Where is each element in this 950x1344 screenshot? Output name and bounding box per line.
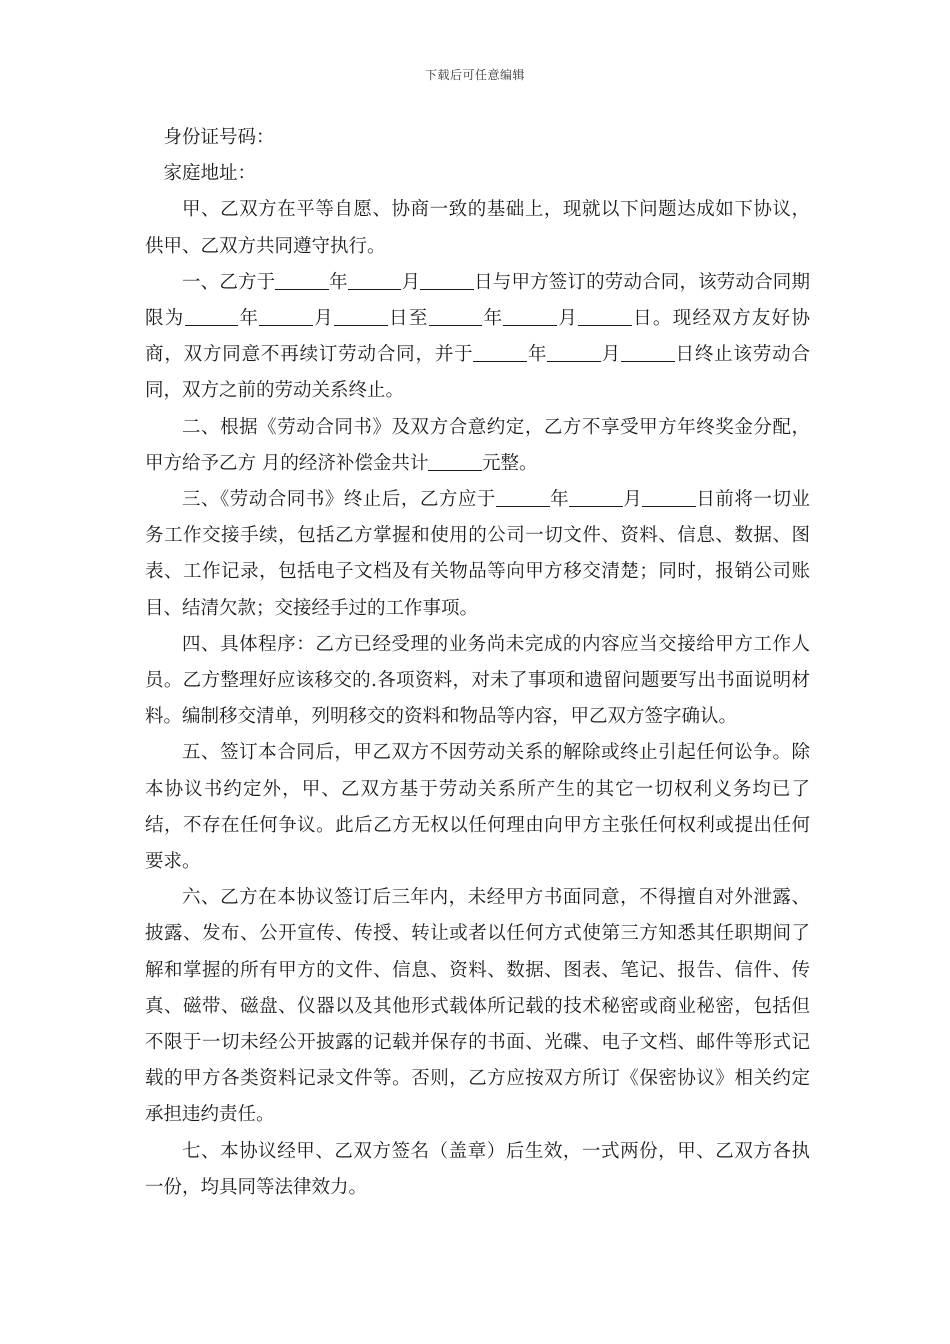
clause-text: 月 bbox=[401, 271, 421, 293]
clause-text: 月 bbox=[557, 308, 579, 330]
fill-in-blank bbox=[259, 307, 313, 327]
fill-in-blank bbox=[569, 488, 623, 508]
fill-in-blank bbox=[334, 307, 388, 327]
agreement-body bbox=[145, 120, 810, 1206]
fill-in-blank bbox=[642, 488, 696, 508]
clause-text: 日前将一切业务工作交接手续，包括乙方掌握和使用的公司一切文件、资料、信息、数据、图表、工作记录，包括电子文档及有关物品等向甲方移交清楚；同时，报销公司账目、结清欠款；交接经手过的工作事项。 bbox=[145, 489, 810, 619]
fill-in-blank bbox=[185, 307, 239, 327]
clause-text: 四、具体程序：乙方已经受理的业务尚未完成的内容应当交接给甲方工作人员。乙方整理好应该移交的.各项资料，对未了事项和遗留问题要写出书面说明材料。编制移交清单，列明移交的资料和物品等内容，甲乙双方签字确认。 bbox=[145, 633, 810, 728]
fill-in-blank bbox=[428, 452, 482, 472]
fill-in-blank bbox=[429, 307, 483, 327]
header-note: 下载后可任意编辑 bbox=[424, 68, 525, 82]
clause-text: 月 bbox=[313, 308, 335, 330]
clause-text: 五、签订本合同后，甲乙双方不因劳动关系的解除或终止引起任何讼争。除本协议书约定外，甲、乙双方基于劳动关系所产生的其它一切权利义务均已了结，不存在任何争议。此后乙方无权以任何理由向甲方主张任何权利或提出任何要求。 bbox=[145, 742, 810, 873]
fill-in-blank bbox=[578, 307, 632, 327]
clause-1 bbox=[145, 265, 810, 410]
fill-in-blank bbox=[275, 271, 329, 291]
fill-in-blank bbox=[348, 271, 402, 291]
clause-3 bbox=[145, 482, 810, 627]
clause-text: 年 bbox=[328, 271, 348, 293]
clause-text: 七、本协议经甲、乙双方签名（盖章）后生效，一式两份，甲、乙双方各执一份，均具同等法律效力。 bbox=[145, 1140, 810, 1198]
clause-text: 日。现经双方友好协商，双方同意不再续订劳动合同，并于 bbox=[145, 308, 810, 366]
clause-text: 元整。 bbox=[482, 452, 538, 474]
clause-text: 二、根据《劳动合同书》及双方合意约定，乙方不享受甲方年终奖金分配，甲方给予乙方 月的经济补偿金共计 bbox=[145, 416, 810, 474]
clause-text: 年 bbox=[549, 489, 570, 511]
fill-in-blank bbox=[496, 488, 550, 508]
field-home-address: 家庭地址： bbox=[163, 163, 257, 185]
clause-text: 日终止该劳动合同，双方之前的劳动关系终止。 bbox=[145, 344, 810, 402]
fill-in-blank bbox=[473, 343, 527, 363]
clause-text: 一、乙方于 bbox=[182, 271, 276, 293]
fill-in-blank bbox=[547, 343, 601, 363]
clause-5 bbox=[145, 735, 810, 880]
clause-text: 年 bbox=[238, 308, 260, 330]
clause-4 bbox=[145, 627, 810, 736]
fill-in-blank bbox=[420, 271, 474, 291]
clause-list bbox=[145, 265, 810, 1206]
clause-text: 日与甲方签订的劳动合同，该劳动合同期限为 bbox=[145, 271, 810, 330]
clause-text: 三、《劳动合同书》终止后，乙方应于 bbox=[182, 489, 496, 511]
fill-in-blank bbox=[621, 343, 675, 363]
clause-text: 月 bbox=[622, 489, 643, 511]
clause-2 bbox=[145, 410, 810, 482]
field-id-number: 身份证号码： bbox=[163, 127, 275, 148]
clause-text: 年 bbox=[482, 308, 504, 330]
clause-text: 六、乙方在本协议签订后三年内，未经甲方书面同意，不得擅自对外泄露、披露、发布、公开宣传、传授、转让或者以任何方式使第三方知悉其任职期间了解和掌握的所有甲方的文件、信息、资料、数据、图表、笔记、报告、信件、传真、磁带、磁盘、仪器以及其他形式载体所记载的技术秘密或商业秘密，包括但不限于一切未经公开披露的记载并保存的书面、光碟、电子文档、邮件等形式记载的甲方各类资料记录文件等。否则，乙方应按双方所订《保密协议》相关约定承担违约责任。 bbox=[145, 887, 810, 1126]
clause-6 bbox=[145, 880, 810, 1133]
clause-text: 月 bbox=[600, 344, 622, 366]
clause-text: 日至 bbox=[387, 308, 429, 330]
clause-7 bbox=[145, 1134, 810, 1206]
fill-in-blank bbox=[503, 307, 557, 327]
clause-text: 年 bbox=[527, 344, 548, 366]
preamble: 甲、乙双方在平等自愿、协商一致的基础上，现就以下问题达成如下协议，供甲、乙双方共同遵守执行。 bbox=[145, 199, 810, 257]
